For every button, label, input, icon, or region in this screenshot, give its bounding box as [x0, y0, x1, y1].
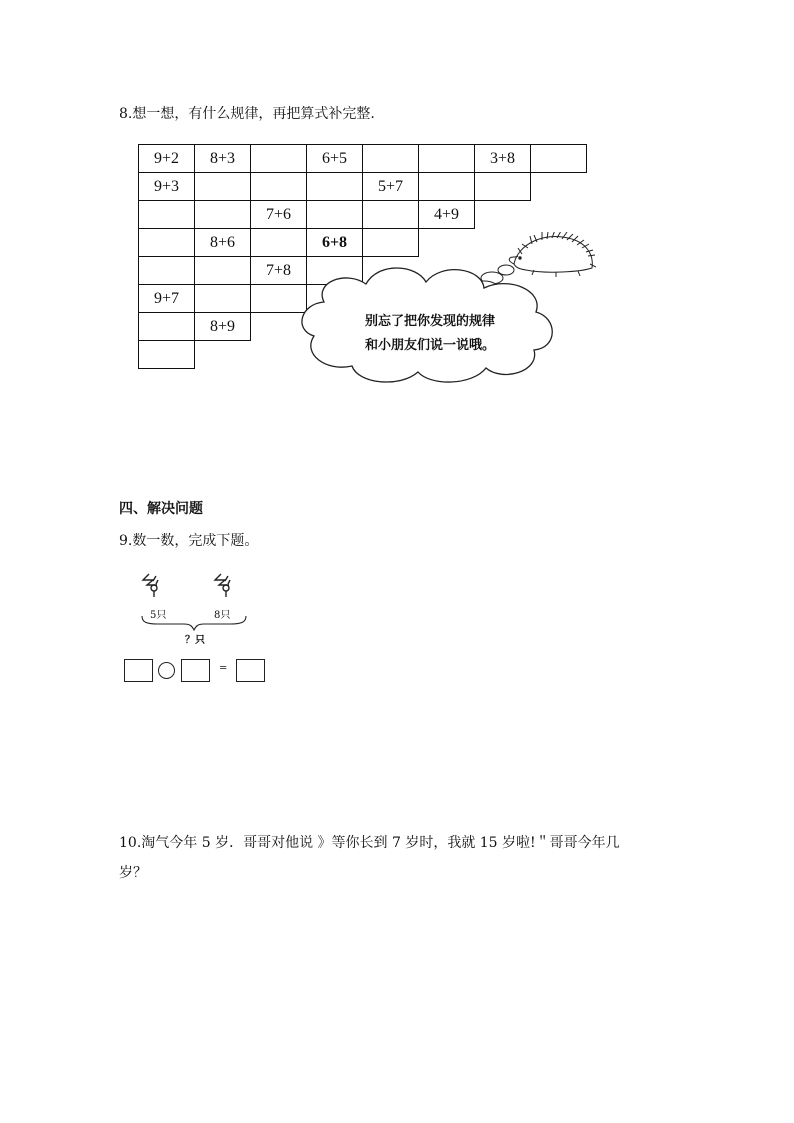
table-cell[interactable]	[530, 144, 587, 173]
table-cell[interactable]	[306, 200, 363, 229]
table-cell: 4+9	[418, 200, 475, 229]
table-cell[interactable]	[138, 340, 195, 369]
right-count: 8只	[214, 610, 231, 621]
bubble-text	[330, 310, 530, 358]
table-cell[interactable]	[138, 312, 195, 341]
table-cell: 6+5	[306, 144, 363, 173]
dragonfly-icon	[143, 574, 158, 597]
table-cell: 5+7	[362, 172, 419, 201]
dragonfly-icon	[215, 574, 230, 597]
answer-box-3[interactable]	[236, 659, 265, 682]
bubble-line-1: 别忘了把你发现的规律	[364, 314, 495, 329]
table-cell[interactable]	[194, 172, 251, 201]
table-cell: 8+3	[194, 144, 251, 173]
thought-bubble	[296, 232, 596, 384]
table-cell: 6+8	[306, 228, 363, 257]
table-cell: 8+9	[194, 312, 251, 341]
hedgehog-icon	[509, 232, 596, 277]
table-cell: 7+6	[250, 200, 307, 229]
table-cell: 8+6	[194, 228, 251, 257]
table-cell[interactable]	[418, 144, 475, 173]
table-cell[interactable]	[362, 200, 419, 229]
table-cell[interactable]	[306, 172, 363, 201]
table-cell[interactable]	[250, 172, 307, 201]
table-cell: 9+3	[138, 172, 195, 201]
section-heading: 四、解决问题	[119, 501, 203, 517]
table-cell: 9+7	[138, 284, 195, 313]
answer-box-1[interactable]	[124, 659, 153, 682]
table-cell[interactable]	[362, 144, 419, 173]
table-cell: 7+8	[250, 256, 307, 285]
table-cell[interactable]	[138, 200, 195, 229]
table-cell[interactable]	[194, 256, 251, 285]
q10-line-1: 10.淘气今年 5 岁．哥哥对他说 》等你长到 7 岁时，我就 15 岁啦!＂哥哥今年几	[119, 835, 620, 851]
operator-circle[interactable]	[158, 662, 175, 679]
q8-prompt: 8.想一想，有什么规律，再把算式补完整.	[119, 106, 375, 122]
table-cell[interactable]	[138, 228, 195, 257]
table-cell[interactable]	[250, 144, 307, 173]
table-cell[interactable]	[418, 172, 475, 201]
table-cell[interactable]	[194, 200, 251, 229]
left-count: 5只	[150, 610, 167, 621]
table-cell: 9+2	[138, 144, 195, 173]
table-cell[interactable]	[474, 172, 531, 201]
equals-sign: =	[219, 663, 228, 674]
answer-box-2[interactable]	[181, 659, 210, 682]
bubble-line-2: 和小朋友们说一说哦。	[364, 338, 495, 353]
q10-line-2: 岁？	[119, 865, 147, 881]
total-count: ？只	[185, 635, 205, 646]
table-cell: 3+8	[474, 144, 531, 173]
table-cell[interactable]	[138, 256, 195, 285]
q9-prompt: 9.数一数，完成下题。	[119, 533, 259, 549]
table-cell[interactable]	[194, 284, 251, 313]
